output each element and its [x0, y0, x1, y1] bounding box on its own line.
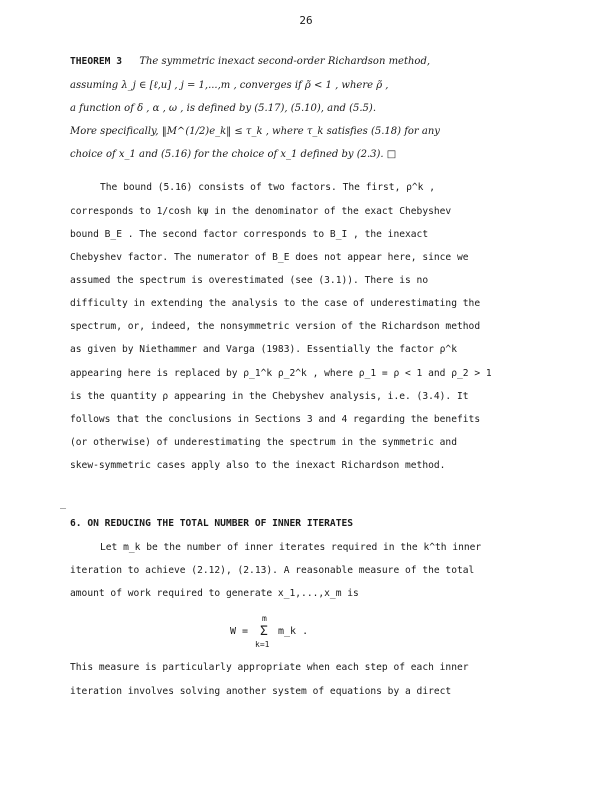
paragraph-line-12: (or otherwise) of underestimating the spectrum in the symmetric and	[70, 437, 457, 448]
theorem-text-1: The symmetric inexact second-order Richardson method,	[139, 56, 431, 67]
paragraph-line-9: appearing here is replaced by ρ_1^k ρ_2^k , where ρ_1 = ρ < 1 and ρ_2 > 1	[70, 368, 492, 379]
closing-line-1: This measure is particularly appropriate when each step of each inner	[70, 662, 469, 673]
paragraph-line-5: assumed the spectrum is overestimated (see (3.1)). There is no	[70, 275, 429, 286]
paragraph-line-3: bound B_E . The second factor corresponds to B_I , the inexact	[70, 229, 429, 240]
page-number: 26	[299, 14, 313, 27]
section-heading: 6. ON REDUCING THE TOTAL NUMBER OF INNER ITERATES	[70, 518, 354, 529]
theorem-line-2: assuming λ_j ∈ [ℓ,u] , j = 1,...,m , converges if ρ̃ < 1 , where ρ̃ ,	[70, 80, 389, 91]
paragraph-line-7: spectrum, or, indeed, the nonsymmetric version of the Richardson method	[70, 321, 481, 332]
paragraph-line-10: is the quantity ρ appearing in the Chebyshev analysis, i.e. (3.4). It	[70, 391, 469, 402]
closing-line-2: iteration involves solving another system of equations by a direct	[70, 686, 452, 697]
theorem-line-1	[70, 56, 550, 68]
section-line-1: Let m_k be the number of inner iterates required in the k^th inner	[100, 542, 482, 553]
paragraph-line-13: skew-symmetric cases apply also to the inexact Richardson method.	[70, 460, 446, 471]
equation-upper-limit: m	[262, 614, 267, 623]
equation-sigma: Σ	[260, 624, 268, 639]
paragraph-line-1: The bound (5.16) consists of two factors. The first, ρ^k ,	[100, 182, 436, 193]
theorem-line-4: More specifically, ‖M^(1/2)e_k‖ ≤ τ_k , where τ_k satisfies (5.18) for any	[70, 126, 440, 137]
section-line-3: amount of work required to generate x_1,...,x_m is	[70, 588, 359, 599]
theorem-line-5: choice of x_1 and (5.16) for the choice of x_1 defined by (2.3). □	[70, 149, 397, 160]
paragraph-line-8: as given by Niethammer and Varga (1983). Essentially the factor ρ^k	[70, 344, 457, 355]
paragraph-line-2: corresponds to 1/cosh kψ in the denominator of the exact Chebyshev	[70, 206, 452, 217]
paragraph-line-11: follows that the conclusions in Sections 3 and 4 regarding the benefits	[70, 414, 481, 425]
equation-lower-limit: k=1	[255, 640, 270, 649]
work-equation	[230, 612, 350, 652]
equation-lhs: W =	[230, 626, 249, 637]
section-line-2: iteration to achieve (2.12), (2.13). A reasonable measure of the total	[70, 565, 475, 576]
equation-term: m_k .	[278, 626, 309, 637]
margin-mark: _	[60, 498, 67, 509]
theorem-label: THEOREM 3	[70, 56, 122, 67]
paragraph-line-6: difficulty in extending the analysis to the case of underestimating the	[70, 298, 481, 309]
theorem-line-3: a function of δ , α , ω , is defined by (5.17), (5.10), and (5.5).	[70, 103, 377, 114]
paragraph-line-4: Chebyshev factor. The numerator of B_E does not appear here, since we	[70, 252, 469, 263]
